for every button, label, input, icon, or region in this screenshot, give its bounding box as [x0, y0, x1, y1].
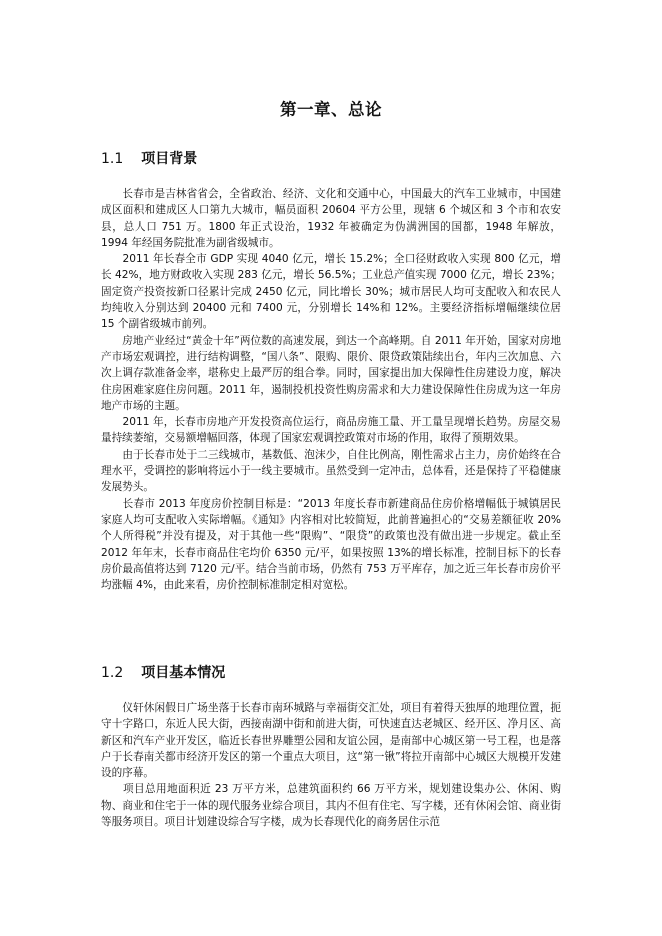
section-number: 1.2 [101, 665, 124, 681]
section-body-background [101, 186, 561, 593]
section-heading-project-info [101, 662, 225, 682]
paragraph: 仪轩休闲假日广场坐落于长春市南环城路与幸福街交汇处，项目有着得天独厚的地理位置，扼守十字路口，东近人民大街，西接南湖中街和前进大街，可快速直达老城区、经开区、净月区、高新区和汽车产业开发区，临近长春世界雕塑公园和友谊公园，是南部中心城区第一号工程，也是落户于长春南关都市经济开发区的第一个重点大项目，这“第一锹”将拉开南部中心城区大规模开发建设的序幕。 [101, 702, 561, 780]
paragraph: 长春市 2013 年度房价控制目标是：“2013 年度长春市新建商品住房价格增幅低于城镇居民家庭人均可支配收入实际增幅。《通知》内容相对比较简短，此前普遍担心的“交易差额征收 20%个人所得税”并没有提及，对于其他一些“限购”、“限贷”的政策也没有做出进一步规定。截止至 2012 年年末，长春市商品住宅均价 6350 元/平，如果按照 13%的增长标准，控制目标下的长春房价最高值将达到 7120 元/平。结合当前市场，仍然有 753 万平库存，加之近三年长春市房价平均涨幅 4%，由此来看，房价控制标准制定相对宽松。 [101, 497, 561, 592]
chapter-title: 第一章、总论 [280, 100, 382, 119]
section-title: 项目基本情况 [141, 665, 226, 681]
section-title: 项目背景 [141, 151, 198, 167]
paragraph: 由于长春市处于二三线城市，基数低、泡沫少，自住比例高，刚性需求占主力，房价始终在合理水平，受调控的影响将远小于一线主要城市。虽然受到一定冲击，总体看，还是保持了平稳健康发展势头。 [101, 448, 561, 494]
section-number: 1.1 [101, 151, 124, 167]
paragraph: 房地产业经过“黄金十年”两位数的高速发展，到达一个高峰期。自 2011 年开始，国家对房地产市场宏观调控，进行结构调整，“国八条”、限购、限价、限贷政策陆续出台，年内三次加息、六次上调存款准备金率，堪称史上最严厉的组合拳。同时，国家提出加大保障性住房建设力度，解决住房困难家庭住房问题。2011 年，遏制投机投资性购房需求和大力建设保障性住房成为这一年房地产市场的主题。 [101, 334, 561, 412]
paragraph: 长春市是吉林省省会，全省政治、经济、文化和交通中心，中国最大的汽车工业城市，中国建成区面积和建成区人口第九大城市，幅员面积 20604 平方公里，现辖 6 个城区和 3 个市和农安县，总人口 751 万。1800 年正式设治，1932 年被确定为伪满洲国的国都，1948 年解放，1994 年经国务院批准为副省级城市。 [101, 188, 561, 249]
paragraph: 2011 年长春全市 GDP 实现 4040 亿元，增长 15.2%；全口径财政收入实现 800 亿元，增长 42%，地方财政收入实现 283 亿元，增长 56.5%；工业总产值实现 7000 亿元，增长 23%；固定资产投资按新口径累计完成 2450 亿元，同比增长 30%；城市居民人均可支配收入和农民人均纯收入分别达到 20400 元和 7400 元，分别增长 14%和 12%。主要经济指标增幅继续位居 15 个副省级城市前列。 [101, 253, 561, 331]
section-body-project-info [101, 700, 561, 830]
paragraph: 2011 年，长春市房地产开发投资高位运行，商品房施工量、开工量呈现增长趋势。房屋交易量持续萎缩，交易额增幅回落，体现了国家宏观调控政策对市场的作用，取得了预期效果。 [101, 416, 561, 445]
paragraph: 项目总用地面积近 23 万平方米，总建筑面积约 66 万平方米，规划建设集办公、休闲、购物、商业和住宅于一体的现代服务业综合项目，其内不但有住宅、写字楼，还有休闲会馆、商业街等服务项目。项目计划建设综合写字楼，成为长春现代化的商务居住示范 [101, 783, 561, 829]
section-heading-background [101, 148, 197, 168]
